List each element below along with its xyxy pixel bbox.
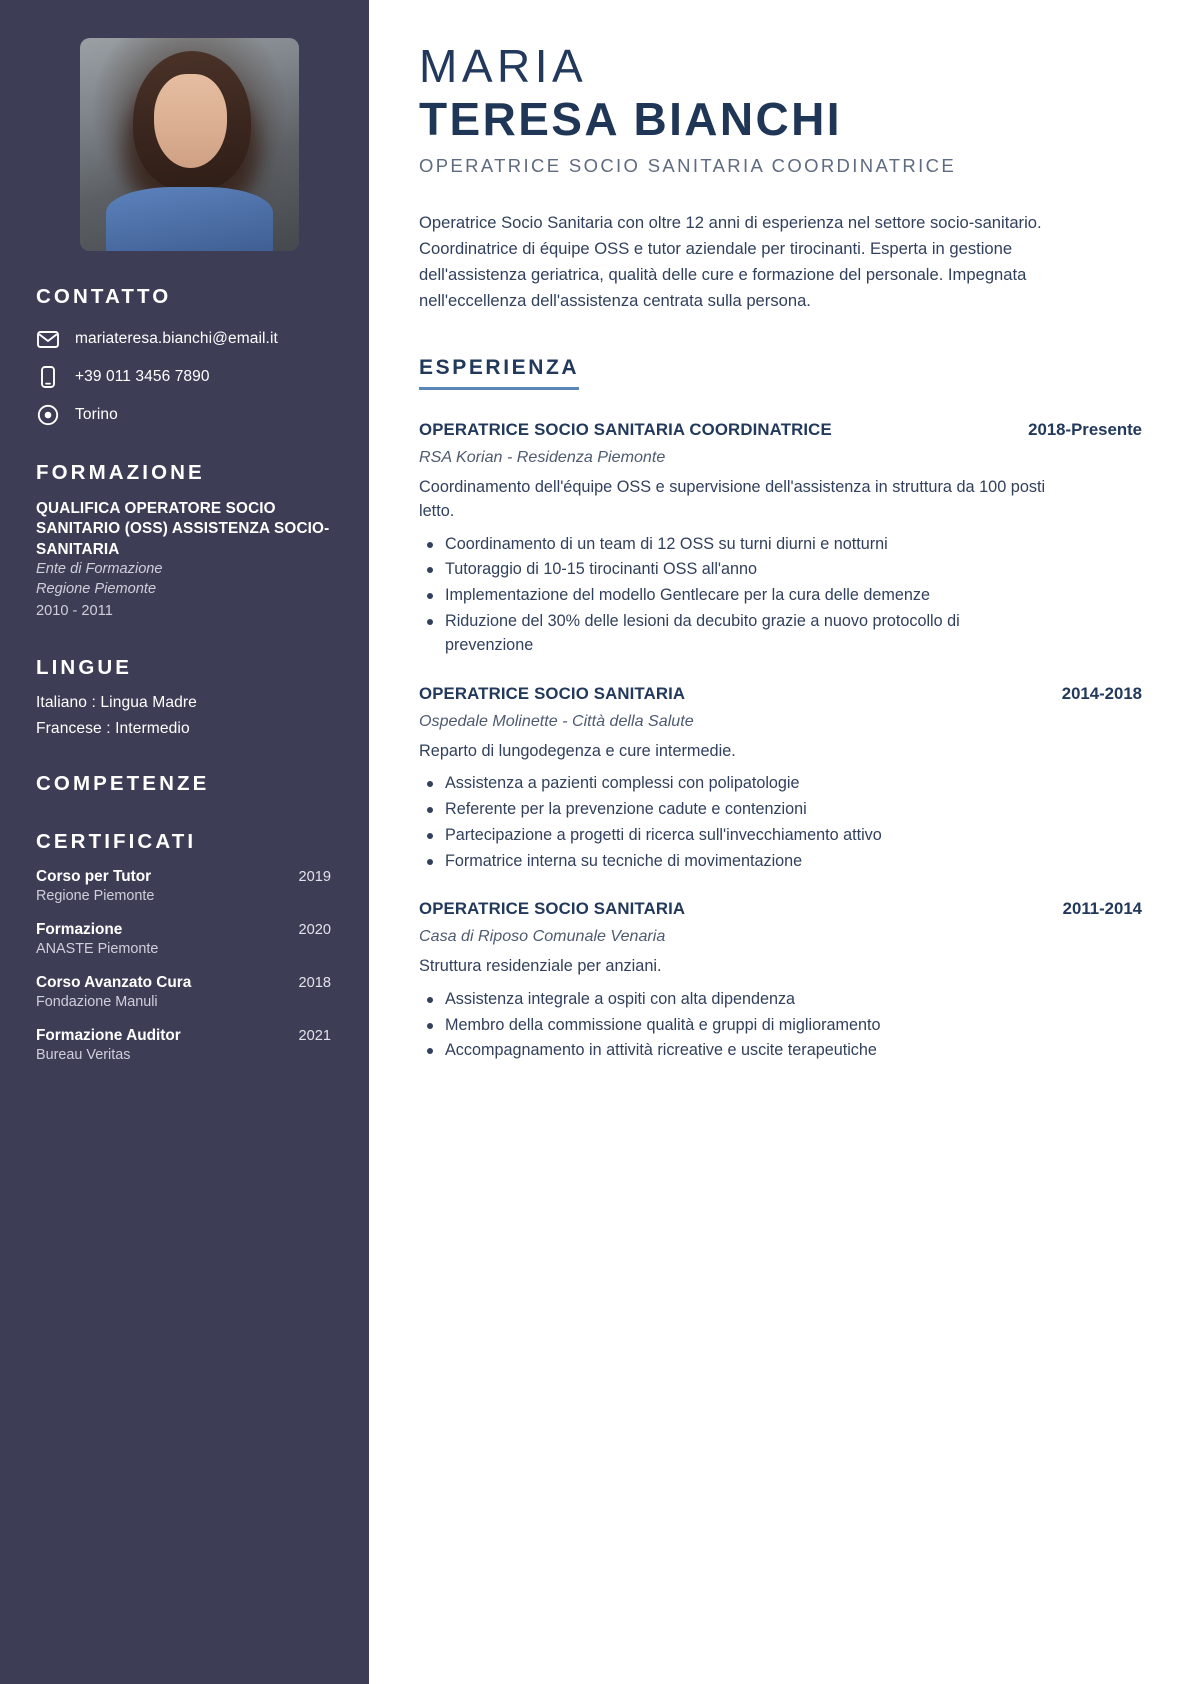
experience-bullet: Implementazione del modello Gentlecare per la cura delle demenze	[419, 584, 1049, 608]
language-item: Francese : Intermedio	[36, 720, 190, 738]
language-item: Italiano : Lingua Madre	[36, 694, 197, 712]
portrait-image	[80, 38, 299, 251]
experience-header	[419, 420, 1142, 440]
languages-heading: LINGUE	[36, 656, 133, 680]
contact-phone-value[interactable]: +39 011 3456 7890	[75, 368, 210, 385]
experience-dates: 2018-Presente	[1028, 419, 1142, 439]
experience-role: OPERATRICE SOCIO SANITARIA	[419, 899, 686, 919]
certificate-line	[36, 921, 335, 939]
experience-description: Struttura residenziale per anziani.	[419, 957, 662, 976]
certificate-name: Corso per Tutor	[36, 868, 152, 886]
contact-email-value[interactable]: mariateresa.bianchi@email.it	[75, 330, 278, 347]
certificate-org: ANASTE Piemonte	[36, 941, 159, 958]
education-item	[36, 499, 335, 622]
certificate-item	[36, 921, 335, 957]
certificate-year: 2018	[298, 975, 331, 992]
experience-role: OPERATRICE SOCIO SANITARIA COORDINATRICE	[419, 419, 832, 439]
contact-phone-row	[36, 365, 335, 389]
skills-heading: COMPETENZE	[36, 772, 210, 796]
education-heading: FORMAZIONE	[36, 461, 205, 484]
professional-title: OPERATRICE SOCIO SANITARIA COORDINATRICE	[419, 155, 957, 177]
contact-email-row	[36, 327, 335, 351]
contact-location-row	[36, 403, 335, 427]
certificate-item	[36, 1027, 335, 1063]
experience-bullet: Accompagnamento in attività ricreative e uscite terapeutiche	[419, 1039, 1049, 1063]
certificate-line	[36, 868, 335, 886]
certificate-line	[36, 1027, 335, 1045]
first-name: MARIA	[419, 40, 588, 92]
certificate-org: Bureau Veritas	[36, 1047, 131, 1064]
experience-bullet: Formatrice interna su tecniche di movimentazione	[419, 850, 1049, 874]
certificate-item	[36, 974, 335, 1010]
portrait-torso	[106, 187, 272, 251]
education-region: Regione Piemonte	[36, 581, 157, 598]
certificate-year: 2021	[298, 1028, 331, 1045]
experience-bullets	[419, 533, 1049, 658]
experience-description: Coordinamento dell'équipe OSS e supervisione dell'assistenza in struttura da 100 posti letto.	[419, 477, 1046, 521]
profile-summary: Operatrice Socio Sanitaria con oltre 12 anni di esperienza nel settore socio-sanitario. Coordinatrice di équipe OSS e tutor aziendale per tirocinanti. Esperta in gestione dell'assistenza geriatrica, qualità delle cure e formazione del personale. Impegnata nell'eccellenza dell'assistenza centrata sulla persona.	[419, 213, 1042, 310]
contact-heading: CONTATTO	[36, 285, 172, 308]
education-institution: Ente di Formazione	[36, 561, 163, 578]
experience-description: Reparto di lungodegenza e cure intermedie.	[419, 741, 736, 760]
certificate-name: Corso Avanzato Cura	[36, 974, 192, 992]
experience-entry	[419, 899, 1142, 1063]
experience-heading: ESPERIENZA	[419, 356, 579, 390]
certificate-name: Formazione	[36, 921, 123, 939]
sidebar	[0, 0, 369, 1684]
envelope-icon	[36, 327, 60, 351]
experience-entry	[419, 420, 1142, 658]
experience-bullet: Tutoraggio di 10-15 tirocinanti OSS all'anno	[419, 558, 1049, 582]
education-dates: 2010 - 2011	[36, 603, 113, 619]
certificate-year: 2019	[298, 869, 331, 886]
certificate-org: Fondazione Manuli	[36, 994, 158, 1011]
experience-header	[419, 684, 1142, 704]
experience-dates: 2014-2018	[1061, 683, 1142, 703]
experience-bullets	[419, 772, 1049, 873]
experience-bullet: Assistenza integrale a ospiti con alta dipendenza	[419, 988, 1049, 1012]
experience-role: OPERATRICE SOCIO SANITARIA	[419, 683, 686, 703]
certificate-item	[36, 868, 335, 904]
profile-photo	[80, 38, 299, 251]
experience-header	[419, 899, 1142, 919]
contact-location-value: Torino	[75, 406, 118, 423]
experience-bullet: Partecipazione a progetti di ricerca sull'invecchiamento attivo	[419, 824, 1049, 848]
experience-entry	[419, 684, 1142, 874]
experience-bullet: Assistenza a pazienti complessi con polipatologie	[419, 772, 1049, 796]
experience-dates: 2011-2014	[1062, 899, 1142, 919]
certificate-org: Regione Piemonte	[36, 888, 155, 905]
last-name: TERESA BIANCHI	[419, 92, 842, 145]
experience-organization: Casa di Riposo Comunale Venaria	[419, 927, 666, 946]
experience-bullet: Membro della commissione qualità e gruppi di miglioramento	[419, 1014, 1049, 1038]
portrait-smile	[179, 136, 203, 145]
certificate-line	[36, 974, 335, 992]
experience-organization: RSA Korian - Residenza Piemonte	[419, 447, 666, 466]
experience-bullet: Riduzione del 30% delle lesioni da decubito grazie a nuovo protocollo di prevenzione	[419, 610, 1049, 658]
main-content	[369, 0, 1190, 1684]
education-title: QUALIFICA OPERATORE SOCIO SANITARIO (OSS) ASSISTENZA SOCIO-SANITARIA	[36, 500, 330, 558]
experience-bullets	[419, 988, 1049, 1063]
location-pin-icon	[36, 403, 60, 427]
experience-organization: Ospedale Molinette - Città della Salute	[419, 711, 694, 730]
certificate-year: 2020	[298, 922, 331, 939]
certificates-heading: CERTIFICATI	[36, 830, 197, 854]
experience-bullet: Coordinamento di un team di 12 OSS su turni diurni e notturni	[419, 533, 1049, 557]
phone-icon	[36, 365, 60, 389]
experience-bullet: Referente per la prevenzione cadute e contenzioni	[419, 798, 1049, 822]
certificate-name: Formazione Auditor	[36, 1027, 181, 1045]
